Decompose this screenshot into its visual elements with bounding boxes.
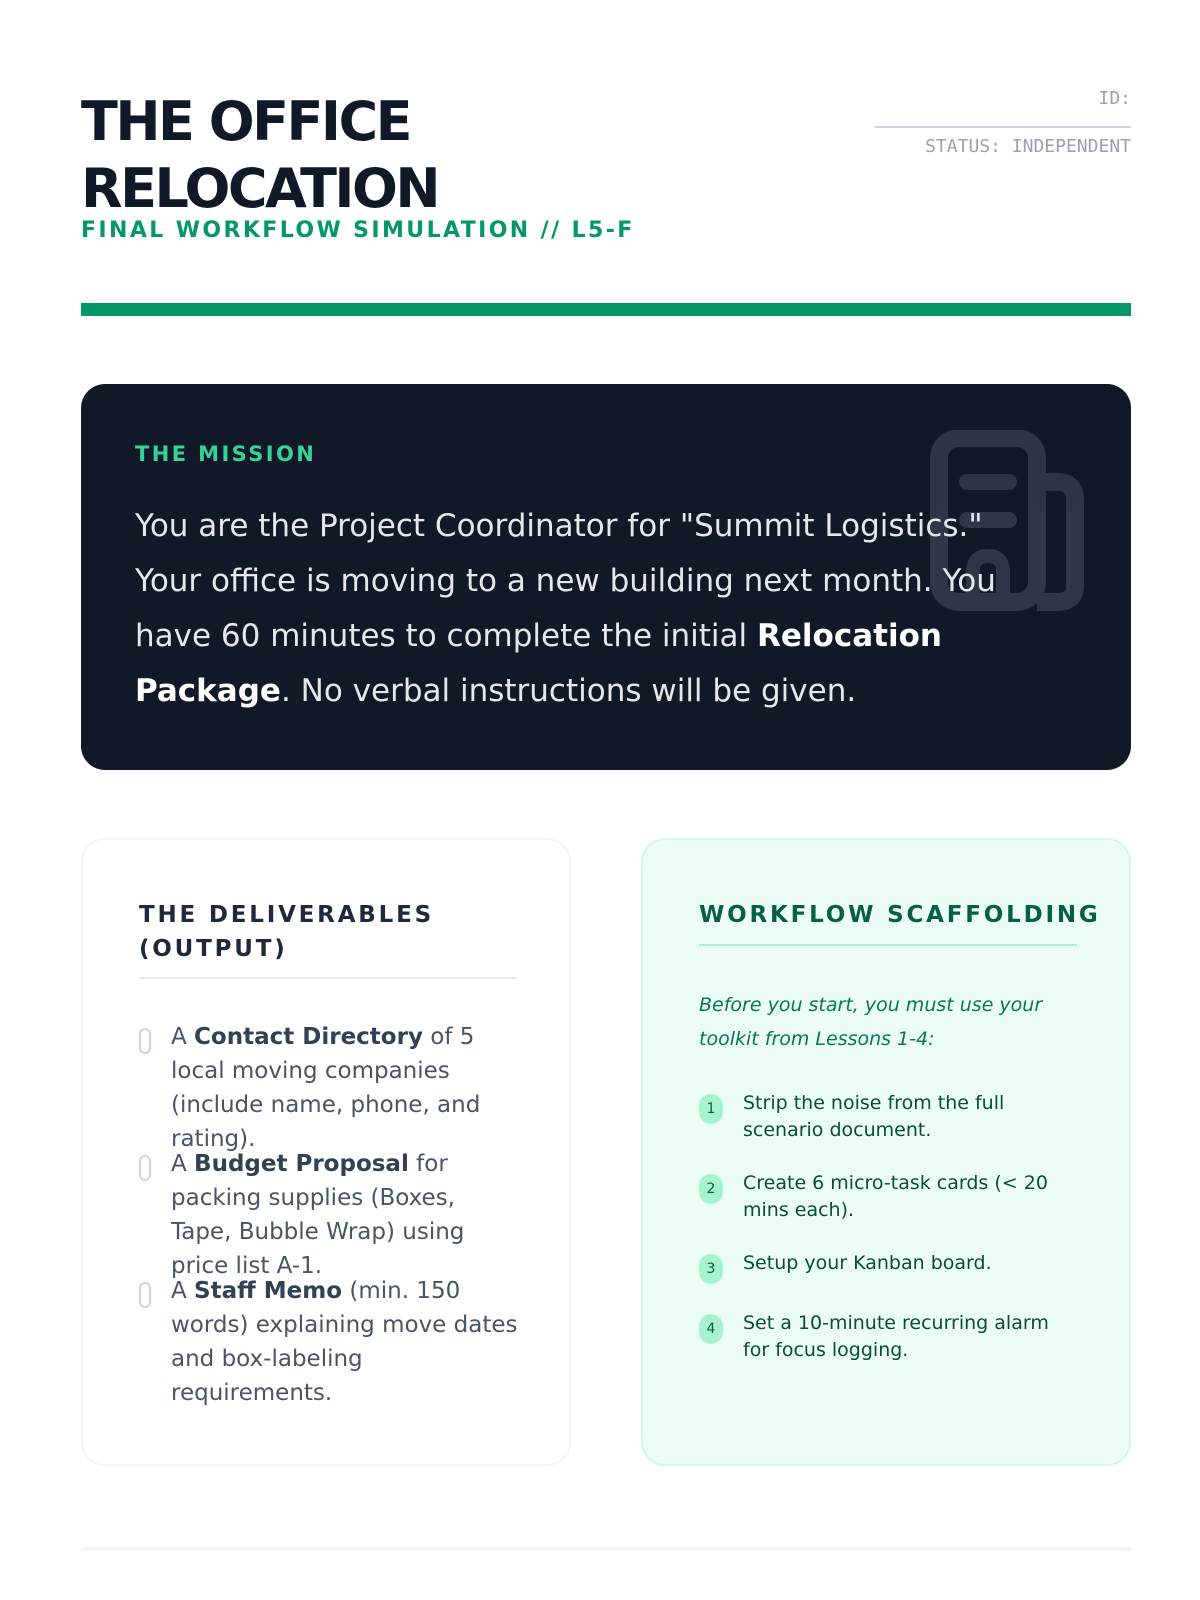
- checkbox[interactable]: [139, 1155, 151, 1181]
- title-line-1: THE OFFICE: [81, 90, 411, 153]
- scaffolding-card: [641, 838, 1131, 1466]
- mission-emphasis-relocation: Relocation: [757, 618, 942, 654]
- scaffolding-title: WORKFLOW SCAFFOLDING: [699, 902, 1101, 928]
- title-line-2: RELOCATION: [81, 157, 439, 220]
- checkbox[interactable]: [139, 1282, 151, 1308]
- scaffolding-divider: [699, 944, 1077, 946]
- id-field: ID:: [1098, 88, 1131, 109]
- id-underline: [875, 126, 1131, 128]
- deliverable-text: A Budget Proposal for packing supplies (Boxes, Tape, Bubble Wrap) using price list A-1.: [171, 1151, 465, 1279]
- step-text: Strip the noise from the full scenario document.: [743, 1092, 1005, 1141]
- footer-divider: [81, 1547, 1131, 1551]
- deliverables-card: [81, 838, 571, 1466]
- deliverables-divider: [139, 977, 517, 979]
- deliverable-text: A Contact Directory of 5 local moving companies (include name, phone, and rating).: [171, 1024, 481, 1152]
- deliverables-title: THE DELIVERABLES (OUTPUT): [139, 902, 434, 962]
- step-number-badge: 2: [699, 1174, 723, 1204]
- step-text: Set a 10-minute recurring alarm for focus logging.: [743, 1312, 1049, 1361]
- mission-text-end: . No verbal instructions will be given.: [280, 673, 857, 709]
- checkbox[interactable]: [139, 1028, 151, 1054]
- mission-panel: [81, 384, 1131, 770]
- mission-emphasis-package: Package: [135, 673, 281, 709]
- meta-block: [875, 88, 1131, 158]
- page-header: [81, 88, 1131, 248]
- page-subtitle: FINAL WORKFLOW SIMULATION // L5-F: [81, 218, 635, 243]
- step-number-badge: 1: [699, 1094, 723, 1124]
- status-label: STATUS: INDEPENDENT: [925, 136, 1131, 157]
- mission-description: [135, 499, 1035, 719]
- scaffolding-intro: Before you start, you must use your toolkit from Lessons 1-4:: [699, 994, 1043, 1050]
- deliverable-text: A Staff Memo (min. 150 words) explaining move dates and box-labeling requirements.: [171, 1278, 518, 1406]
- step-text: Create 6 micro-task cards (< 20 mins each).: [743, 1172, 1048, 1221]
- mission-label: THE MISSION: [135, 442, 317, 466]
- step-number-badge: 4: [699, 1314, 723, 1344]
- step-number-badge: 3: [699, 1254, 723, 1284]
- accent-divider: [81, 303, 1131, 316]
- step-text: Setup your Kanban board.: [743, 1252, 992, 1274]
- mission-text-part: You are the Project Coordinator for "Summit Logistics." Your office is moving to a new building next month. You have 60 minutes to complete the initial: [135, 508, 996, 654]
